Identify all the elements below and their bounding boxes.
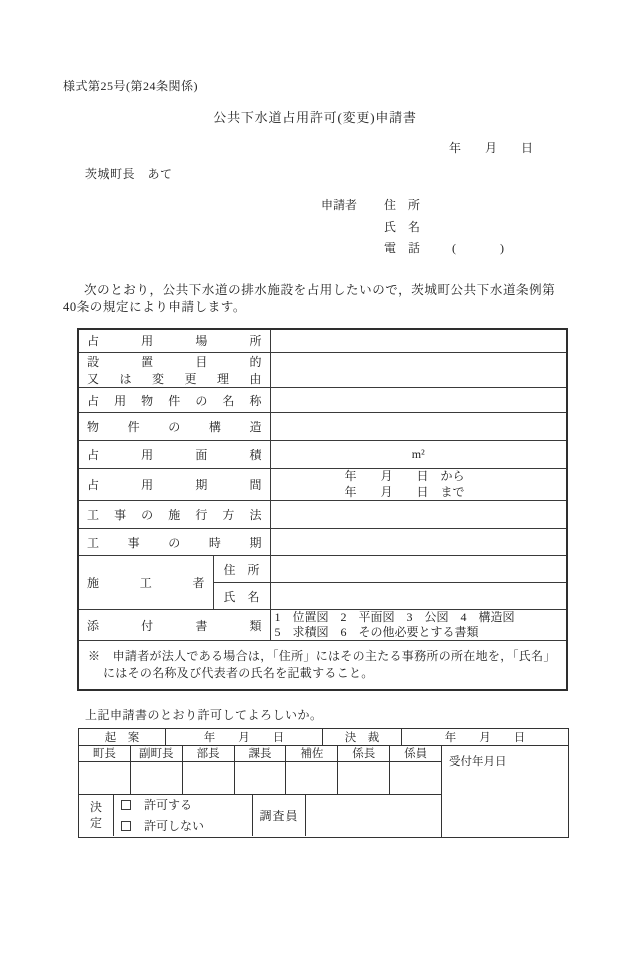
intro-paragraph: 次のとおり，公共下水道の排水施設を占用したいので，茨城町公共下水道条例第40条の規定により申請します。 [63, 282, 556, 314]
area-field[interactable] [270, 441, 567, 469]
application-table [77, 328, 568, 691]
draft-label: 起 案 [79, 729, 166, 745]
seal-box-deputy-mayor[interactable] [131, 762, 183, 794]
occupancy-place-field[interactable] [270, 329, 567, 353]
seal-box-chief[interactable] [338, 762, 390, 794]
seal-box-mayor[interactable] [79, 762, 131, 794]
checkbox-deny[interactable] [121, 821, 131, 831]
inspector-field[interactable] [306, 795, 441, 836]
attachments-list [270, 610, 567, 641]
form-number: 様式第25号(第24条関係) [63, 79, 198, 93]
method-label: 工 事 の 施 行 方 法 [78, 501, 270, 529]
reception-date-label: 受付年月日 [449, 755, 507, 768]
purpose-field[interactable] [270, 353, 567, 388]
document-title: 公共下水道占用許可(変更)申請書 [213, 110, 417, 125]
role-header-staff: 係員 [404, 748, 428, 760]
area-label: 占 用 面 積 [78, 441, 270, 469]
checkbox-permit[interactable] [121, 800, 131, 810]
method-field[interactable] [270, 501, 567, 529]
occupancy-place-label: 占 用 場 所 [78, 329, 270, 353]
attachments-line-1: 1 位置図 2 平面図 3 公図 4 構造図 [274, 610, 515, 624]
approval-table [78, 728, 569, 838]
contractor-name-field[interactable] [270, 583, 567, 610]
decision-row-label: 決 定 [79, 795, 114, 836]
applicant-block [321, 195, 630, 260]
attachments-label: 添 付 書 類 [78, 610, 270, 641]
decision-date-field[interactable]: 年 月 日 [444, 731, 526, 744]
timing-label: 工 事 の 時 期 [78, 529, 270, 556]
role-header-chief: 係長 [338, 746, 390, 761]
seal-box-staff[interactable] [390, 762, 441, 794]
attachments-line-2: 5 求積図 6 その他必要とする書類 [274, 625, 479, 639]
contractor-name-label: 氏 名 [213, 583, 270, 610]
property-name-label: 占 用 物 件 の 名 称 [78, 388, 270, 413]
corporate-note: ※ 申請者が法人である場合は，「住所」にはその主たる事務所の所在地を，「氏名」にはその名称及び代表者の氏名を記載すること。 [78, 641, 567, 690]
applicant-name-label: 氏 名 [384, 219, 421, 234]
seal-box-dept-head[interactable] [183, 762, 235, 794]
timing-field[interactable] [270, 529, 567, 556]
decision-options [114, 795, 253, 836]
seal-box-assistant[interactable] [286, 762, 338, 794]
addressee: 茨城町長 あて [85, 167, 173, 181]
contractor-label: 施 工 者 [78, 556, 213, 610]
reception-date-cell[interactable] [442, 746, 568, 837]
approval-question: 上記申請書のとおり許可してよろしいか。 [85, 707, 323, 722]
applicant-label: 申請者 [321, 198, 358, 212]
applicant-phone-field[interactable]: ( ) [452, 241, 507, 255]
role-header-deputy-mayor: 副町長 [131, 746, 183, 761]
application-date: 年 月 日 [448, 141, 533, 155]
period-field[interactable] [270, 469, 567, 501]
purpose-label: 設 置 目 的 又 は 変 更 理 由 [78, 353, 270, 388]
applicant-address-label: 住 所 [384, 198, 421, 212]
role-header-dept-head: 部長 [183, 746, 235, 761]
structure-field[interactable] [270, 413, 567, 441]
contractor-address-field[interactable] [270, 556, 567, 583]
structure-label: 物 件 の 構 造 [78, 413, 270, 441]
inspector-label: 調査員 [253, 795, 306, 836]
period-to: 年 月 日 まで [344, 484, 465, 499]
draft-date-field[interactable]: 年 月 日 [166, 729, 323, 745]
period-label: 占 用 期 間 [78, 469, 270, 501]
area-unit: m² [411, 447, 425, 461]
seal-box-section-head[interactable] [235, 762, 287, 794]
role-header-mayor: 町長 [79, 746, 131, 761]
role-header-assistant: 補佐 [286, 746, 338, 761]
option-permit-label: 許可する [144, 798, 193, 812]
decision-label: 決 裁 [323, 729, 402, 745]
option-deny-label: 許可しない [144, 819, 205, 833]
contractor-address-label: 住 所 [213, 556, 270, 583]
role-header-section-head: 課長 [235, 746, 287, 761]
property-name-field[interactable] [270, 388, 567, 413]
period-from: 年 月 日 から [344, 469, 465, 483]
applicant-phone-label: 電 話 [384, 241, 421, 255]
